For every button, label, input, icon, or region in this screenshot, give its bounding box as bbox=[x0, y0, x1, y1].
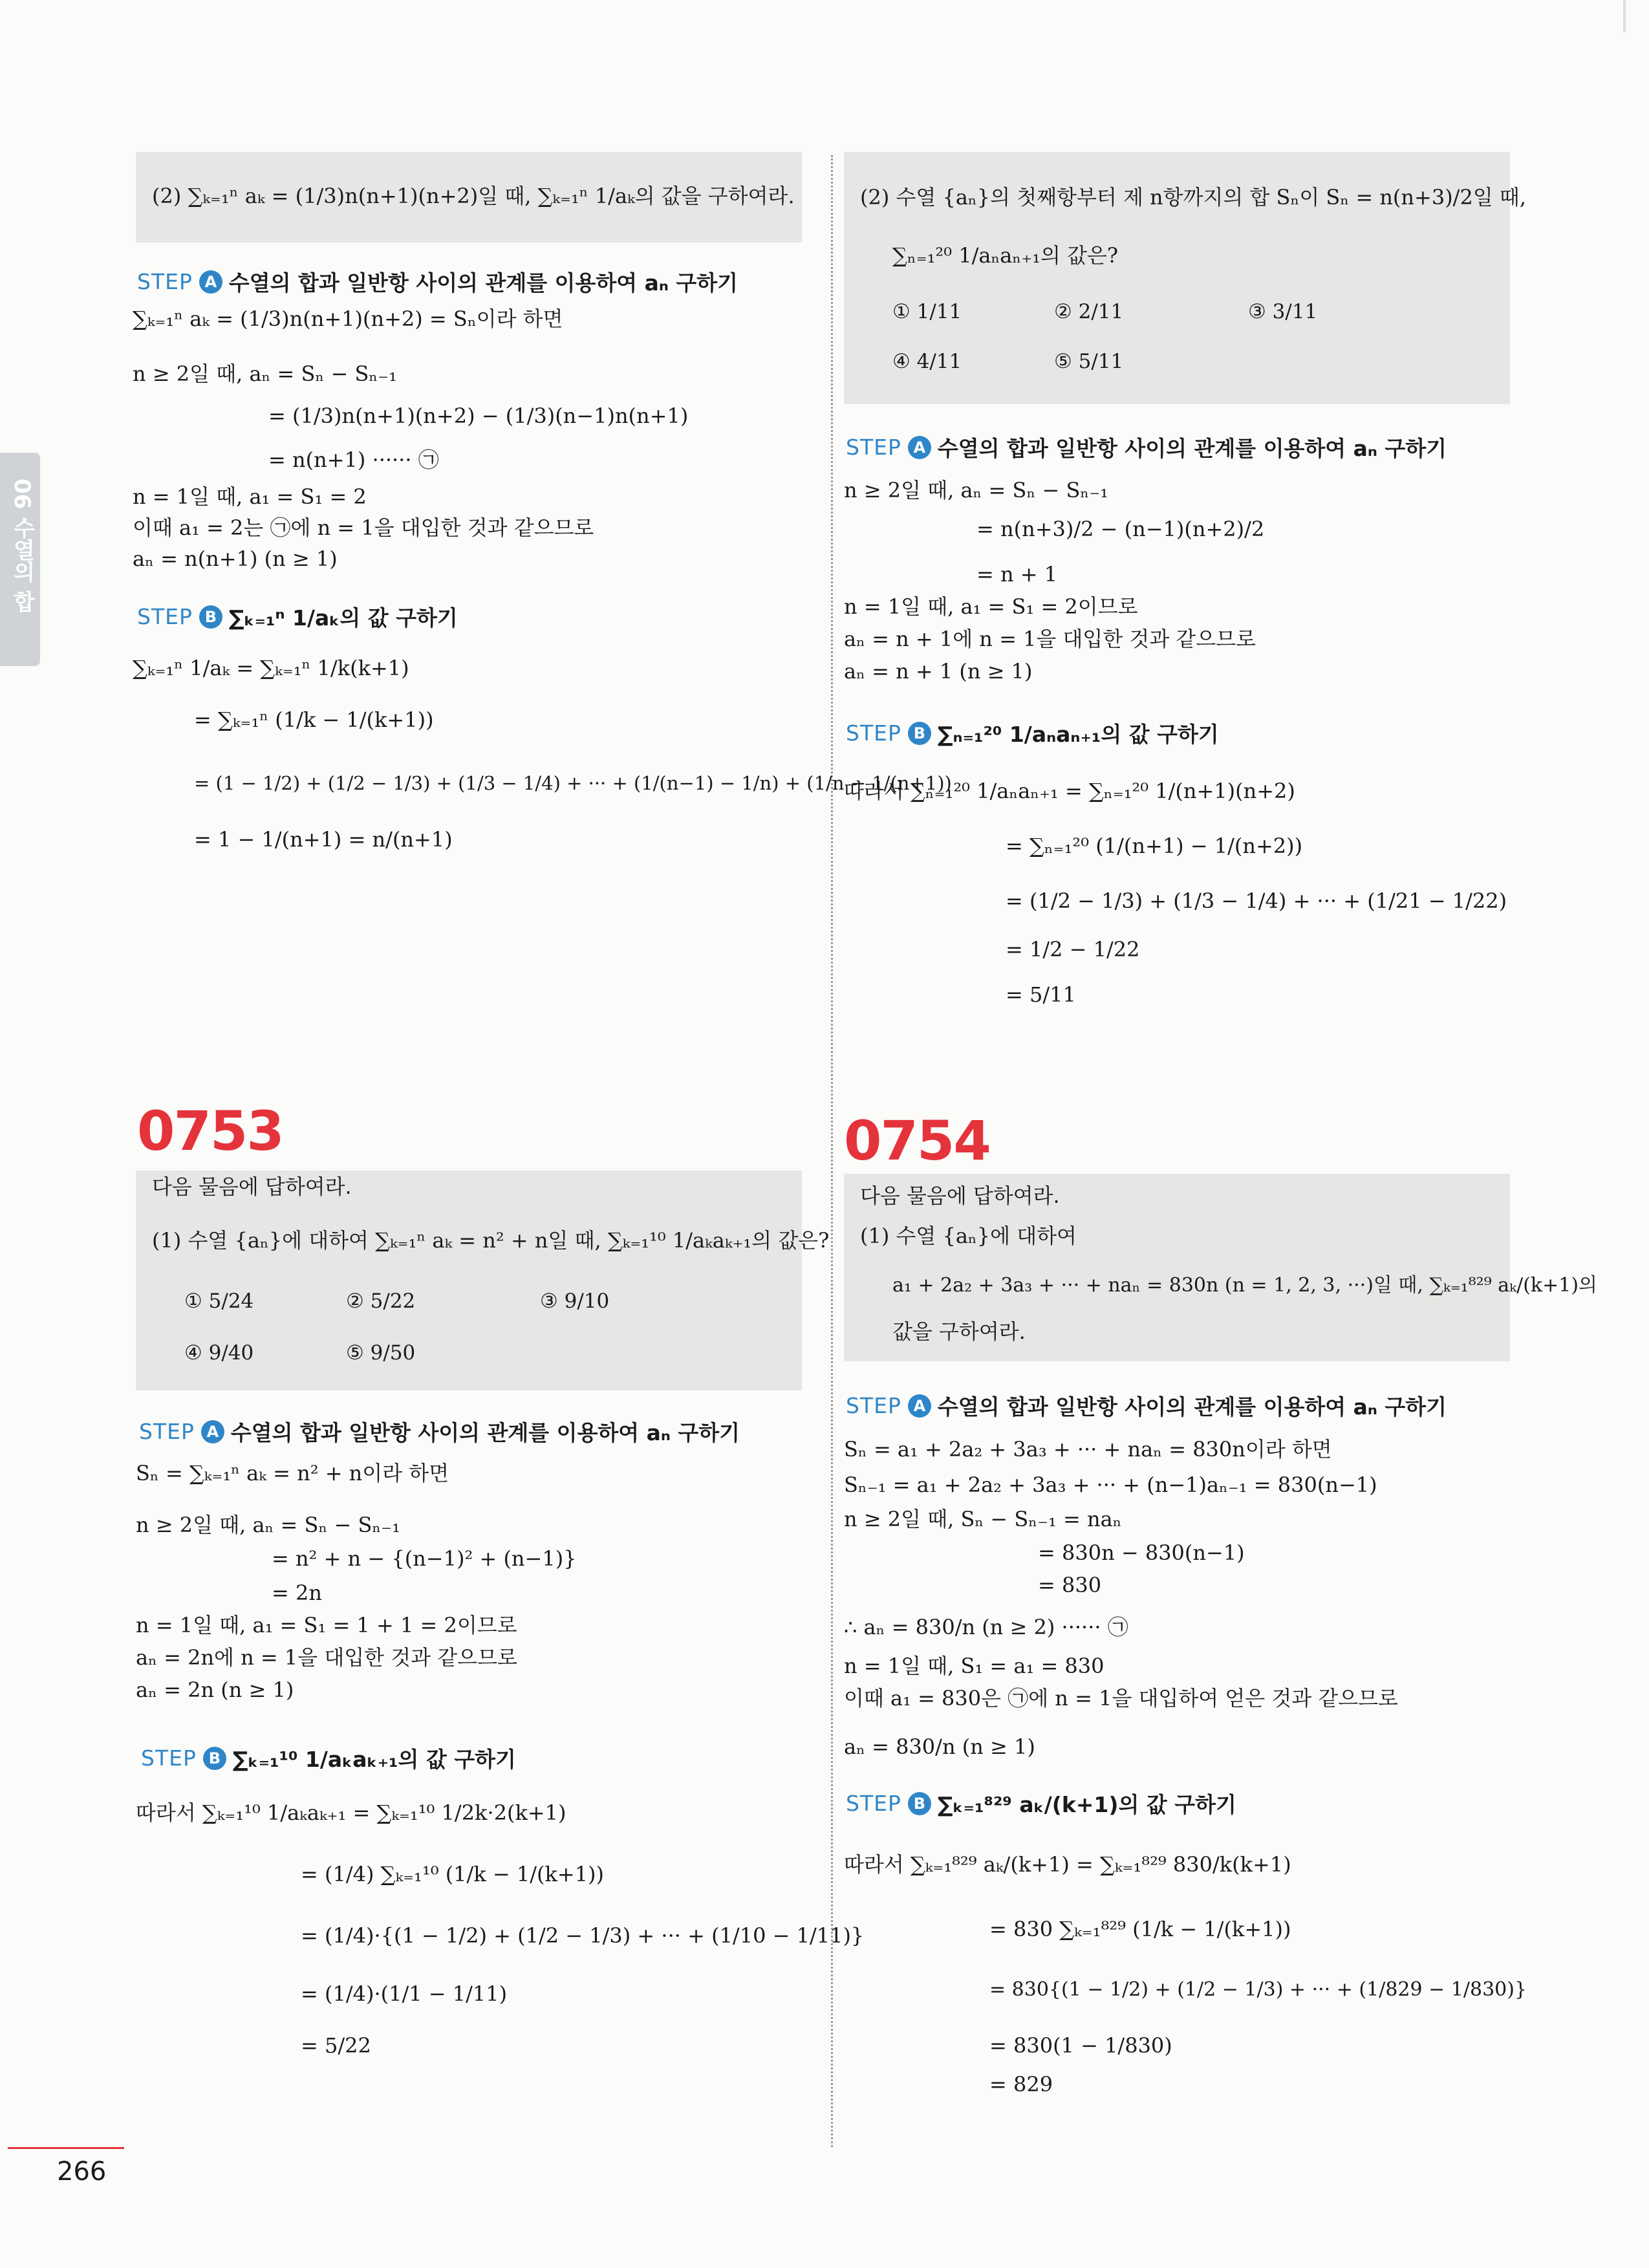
p1-step-a bbox=[137, 266, 738, 297]
p1-b-line: = 1 − 1/(n+1) = n/(n+1) bbox=[194, 827, 453, 852]
p1-a-line: 이때 a₁ = 2는 ㉠에 n = 1을 대입한 것과 같으므로 bbox=[133, 515, 594, 540]
p2-step-a bbox=[846, 432, 1447, 462]
p4-step-a-title: 수열의 합과 일반항 사이의 관계를 이용하여 aₙ 구하기 bbox=[937, 1394, 1447, 1420]
step-label: STEP bbox=[846, 435, 901, 460]
p4-a-line: aₙ = 830/n (n ≥ 1) bbox=[844, 1734, 1035, 1759]
p3-choice-1[interactable]: ① 5/24 bbox=[184, 1290, 254, 1313]
p1-a-line: ∑ₖ₌₁ⁿ aₖ = (1/3)n(n+1)(n+2) = Sₙ이라 하면 bbox=[133, 307, 563, 331]
step-label: STEP bbox=[141, 1745, 197, 1771]
p2-a-line: n ≥ 2일 때, aₙ = Sₙ − Sₙ₋₁ bbox=[844, 478, 1108, 502]
p2-a-line: aₙ = n + 1에 n = 1을 대입한 것과 같으므로 bbox=[844, 627, 1256, 651]
edge-mark bbox=[1623, 0, 1626, 32]
p4-a-line: Sₙ = a₁ + 2a₂ + 3a₃ + ··· + naₙ = 830n이라 하면 bbox=[844, 1437, 1332, 1462]
p3-intro: 다음 물음에 답하여라. bbox=[152, 1174, 352, 1199]
p3-a-line: aₙ = 2n (n ≥ 1) bbox=[136, 1678, 294, 1702]
p1-question: (2) ∑ₖ₌₁ⁿ aₖ = (1/3)n(n+1)(n+2)일 때, ∑ₖ₌₁ⁿ 1/aₖ의 값을 구하여라. bbox=[152, 184, 795, 208]
p4-question-line: a₁ + 2a₂ + 3a₃ + ··· + naₙ = 830n (n = 1, 2, 3, ···)일 때, ∑ₖ₌₁⁸²⁹ aₖ/(k+1)의 bbox=[892, 1274, 1598, 1297]
p2-b-line: = 1/2 − 1/22 bbox=[1006, 937, 1140, 962]
p3-step-b bbox=[141, 1743, 516, 1773]
p2-a-line: = n(n+3)/2 − (n−1)(n+2)/2 bbox=[976, 517, 1265, 541]
p1-step-a-title: 수열의 합과 일반항 사이의 관계를 이용하여 aₙ 구하기 bbox=[228, 270, 738, 296]
p4-step-b-title: ∑ₖ₌₁⁸²⁹ aₖ/(k+1)의 값 구하기 bbox=[937, 1792, 1236, 1817]
p1-a-line: = n(n+1) ······ ㉠ bbox=[268, 448, 439, 472]
step-badge-a: A bbox=[908, 1394, 931, 1418]
step-badge-b: B bbox=[203, 1747, 226, 1770]
p2-step-b bbox=[846, 718, 1219, 748]
column-divider bbox=[831, 155, 833, 2147]
p3-a-line: n = 1일 때, a₁ = S₁ = 1 + 1 = 2이므로 bbox=[136, 1613, 517, 1637]
p4-a-line: 이때 a₁ = 830은 ㉠에 n = 1을 대입하여 얻은 것과 같으므로 bbox=[844, 1686, 1398, 1711]
p2-choice-3[interactable]: ③ 3/11 bbox=[1248, 300, 1318, 323]
p4-a-line: n = 1일 때, S₁ = a₁ = 830 bbox=[844, 1654, 1105, 1678]
p4-a-line: = 830n − 830(n−1) bbox=[1038, 1540, 1245, 1565]
p1-b-line: = (1 − 1/2) + (1/2 − 1/3) + (1/3 − 1/4) + ··· + (1/(n−1) − 1/n) + (1/n − 1/(n+1)) bbox=[194, 772, 952, 794]
p1-step-b bbox=[137, 601, 458, 632]
p3-choice-3[interactable]: ③ 9/10 bbox=[540, 1290, 610, 1313]
step-label: STEP bbox=[137, 604, 193, 629]
p3-step-a-title: 수열의 합과 일반항 사이의 관계를 이용하여 aₙ 구하기 bbox=[230, 1420, 740, 1445]
step-badge-a: A bbox=[908, 436, 931, 459]
p3-a-line: = n² + n − {(n−1)² + (n−1)} bbox=[272, 1546, 577, 1571]
page-number: 266 bbox=[57, 2157, 107, 2187]
problem-number-0754: 0754 bbox=[844, 1109, 990, 1172]
p2-b-line: 따라서 ∑ₙ₌₁²⁰ 1/aₙaₙ₊₁ = ∑ₙ₌₁²⁰ 1/(n+1)(n+2) bbox=[844, 779, 1295, 803]
p4-intro: 다음 물음에 답하여라. bbox=[860, 1183, 1060, 1208]
p2-question-line: ∑ₙ₌₁²⁰ 1/aₙaₙ₊₁의 값은? bbox=[892, 243, 1119, 268]
p4-b-line: = 829 bbox=[989, 2072, 1053, 2097]
chapter-tab-label: 06 수열의 합 bbox=[9, 479, 35, 612]
p2-step-b-title: ∑ₙ₌₁²⁰ 1/aₙaₙ₊₁의 값 구하기 bbox=[937, 722, 1219, 747]
p2-choice-4[interactable]: ④ 4/11 bbox=[892, 350, 962, 373]
step-badge-b: B bbox=[908, 1792, 931, 1815]
p3-a-line: n ≥ 2일 때, aₙ = Sₙ − Sₙ₋₁ bbox=[136, 1513, 400, 1537]
p4-step-b bbox=[846, 1788, 1236, 1819]
p4-a-line: ∴ aₙ = 830/n (n ≥ 2) ······ ㉠ bbox=[844, 1615, 1128, 1639]
problem-number-0753: 0753 bbox=[137, 1099, 283, 1163]
p3-choice-2[interactable]: ② 5/22 bbox=[346, 1290, 416, 1313]
p3-choice-5[interactable]: ⑤ 9/50 bbox=[346, 1341, 416, 1365]
p2-step-a-title: 수열의 합과 일반항 사이의 관계를 이용하여 aₙ 구하기 bbox=[937, 436, 1447, 461]
p3-step-a bbox=[139, 1416, 740, 1447]
p1-a-line: n = 1일 때, a₁ = S₁ = 2 bbox=[133, 484, 367, 509]
p3-question-line: (1) 수열 {aₙ}에 대하여 ∑ₖ₌₁ⁿ aₖ = n² + n일 때, ∑ₖ₌₁¹⁰ 1/aₖaₖ₊₁의 값은? bbox=[152, 1228, 830, 1253]
step-badge-b: B bbox=[908, 722, 931, 745]
p4-b-line: = 830 ∑ₖ₌₁⁸²⁹ (1/k − 1/(k+1)) bbox=[989, 1917, 1291, 1941]
p1-b-line: = ∑ₖ₌₁ⁿ (1/k − 1/(k+1)) bbox=[194, 707, 434, 732]
step-label: STEP bbox=[846, 1393, 901, 1418]
p1-a-line: aₙ = n(n+1) (n ≥ 1) bbox=[133, 546, 338, 571]
step-label: STEP bbox=[137, 269, 193, 294]
p1-a-line: n ≥ 2일 때, aₙ = Sₙ − Sₙ₋₁ bbox=[133, 362, 397, 386]
p4-b-line: 따라서 ∑ₖ₌₁⁸²⁹ aₖ/(k+1) = ∑ₖ₌₁⁸²⁹ 830/k(k+1) bbox=[844, 1852, 1291, 1877]
step-badge-a: A bbox=[201, 1420, 224, 1443]
p4-a-line: = 830 bbox=[1038, 1573, 1102, 1597]
p1-b-line: ∑ₖ₌₁ⁿ 1/aₖ = ∑ₖ₌₁ⁿ 1/k(k+1) bbox=[133, 656, 409, 680]
p2-a-line: aₙ = n + 1 (n ≥ 1) bbox=[844, 659, 1033, 684]
p4-a-line: n ≥ 2일 때, Sₙ − Sₙ₋₁ = naₙ bbox=[844, 1507, 1122, 1531]
p1-a-line: = (1/3)n(n+1)(n+2) − (1/3)(n−1)n(n+1) bbox=[268, 404, 689, 428]
p4-b-line: = 830{(1 − 1/2) + (1/2 − 1/3) + ··· + (1/829 − 1/830)} bbox=[989, 1978, 1527, 2001]
step-badge-b: B bbox=[199, 605, 222, 629]
p4-a-line: Sₙ₋₁ = a₁ + 2a₂ + 3a₃ + ··· + (n−1)aₙ₋₁ = 830(n−1) bbox=[844, 1473, 1377, 1497]
p3-b-line: = (1/4) ∑ₖ₌₁¹⁰ (1/k − 1/(k+1)) bbox=[301, 1862, 605, 1886]
p4-question-line: (1) 수열 {aₙ}에 대하여 bbox=[860, 1224, 1077, 1248]
step-badge-a: A bbox=[199, 270, 222, 294]
p4-b-line: = 830(1 − 1/830) bbox=[989, 2033, 1172, 2058]
p3-step-b-title: ∑ₖ₌₁¹⁰ 1/aₖaₖ₊₁의 값 구하기 bbox=[232, 1747, 516, 1772]
p2-choice-2[interactable]: ② 2/11 bbox=[1054, 300, 1124, 323]
p1-step-b-title: ∑ₖ₌₁ⁿ 1/aₖ의 값 구하기 bbox=[228, 605, 458, 631]
step-label: STEP bbox=[846, 720, 901, 746]
p3-b-line: = (1/4)·(1/1 − 1/11) bbox=[301, 1982, 508, 2006]
p2-a-line: n = 1일 때, a₁ = S₁ = 2이므로 bbox=[844, 594, 1138, 619]
p4-step-a bbox=[846, 1390, 1447, 1421]
p3-choice-4[interactable]: ④ 9/40 bbox=[184, 1341, 254, 1365]
p3-b-line: = (1/4)·{(1 − 1/2) + (1/2 − 1/3) + ··· + (1/10 − 1/11)} bbox=[301, 1923, 865, 1948]
footer-rule bbox=[8, 2147, 124, 2149]
p2-question-line: (2) 수열 {aₙ}의 첫째항부터 제 n항까지의 합 Sₙ이 Sₙ = n(n+3)/2일 때, bbox=[860, 185, 1526, 210]
chapter-tab bbox=[0, 453, 40, 666]
step-label: STEP bbox=[846, 1791, 901, 1816]
p3-b-line: = 5/22 bbox=[301, 2033, 371, 2058]
p2-b-line: = (1/2 − 1/3) + (1/3 − 1/4) + ··· + (1/21 − 1/22) bbox=[1006, 889, 1507, 913]
p2-b-line: = 5/11 bbox=[1006, 982, 1076, 1007]
p3-a-line: = 2n bbox=[272, 1581, 322, 1605]
p4-question-line: 값을 구하여라. bbox=[892, 1319, 1026, 1344]
p2-choice-1[interactable]: ① 1/11 bbox=[892, 300, 962, 323]
p2-b-line: = ∑ₙ₌₁²⁰ (1/(n+1) − 1/(n+2)) bbox=[1006, 834, 1303, 858]
p2-choice-5[interactable]: ⑤ 5/11 bbox=[1054, 350, 1124, 373]
p3-a-line: aₙ = 2n에 n = 1을 대입한 것과 같으므로 bbox=[136, 1645, 517, 1670]
step-label: STEP bbox=[139, 1419, 195, 1444]
p3-b-line: 따라서 ∑ₖ₌₁¹⁰ 1/aₖaₖ₊₁ = ∑ₖ₌₁¹⁰ 1/2k·2(k+1) bbox=[136, 1800, 566, 1825]
p3-a-line: Sₙ = ∑ₖ₌₁ⁿ aₖ = n² + n이라 하면 bbox=[136, 1461, 449, 1485]
p2-a-line: = n + 1 bbox=[976, 562, 1058, 587]
